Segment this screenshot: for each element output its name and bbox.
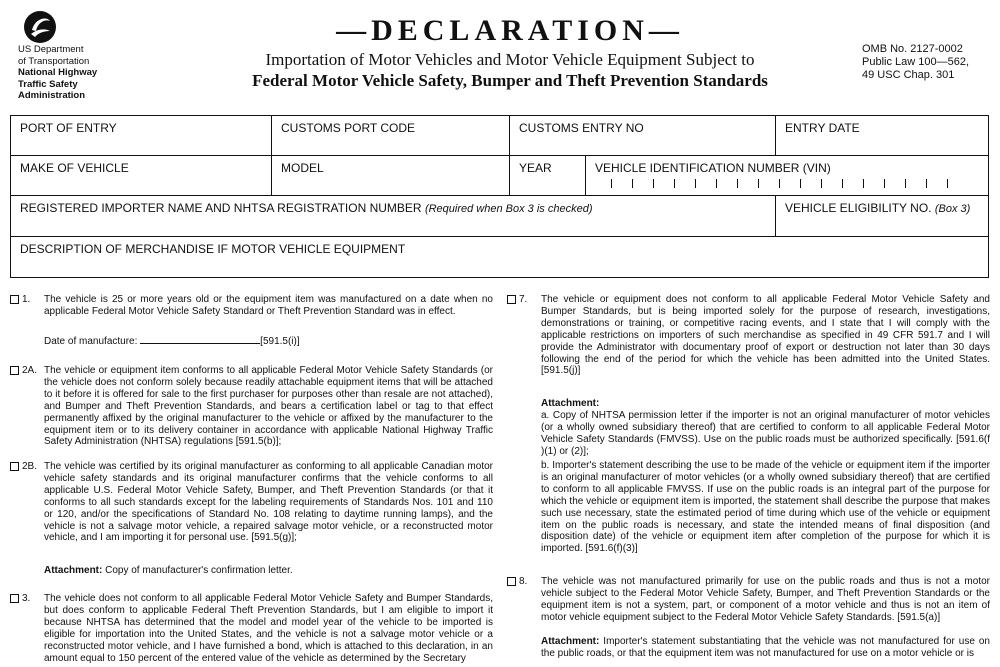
right-column bbox=[507, 294, 990, 667]
form-row bbox=[11, 116, 988, 156]
port-of-entry-field[interactable] bbox=[11, 116, 272, 155]
item-number: 2A. bbox=[10, 365, 37, 377]
customs-port-code-field[interactable] bbox=[272, 116, 510, 155]
attachment-b: b. Importer's statement describing the use to be made of the vehicle or equipment item if the importer is an original manufacturer of motor vehicles (or a wholly owned subsidiary thereof) that are certified to conform to all applicable FMVSS. If use on the public roads is an integral part of the purpose for which the vehicle or equipment item is imported, the statement shall describe the purpose that makes such use necessary, state the estimated period of time during which use of the vehicle or equipment item on the public roads is necessary, and state the intended means of final disposition (and disposition date) of the vehicle or equipment item after completion of the purpose for which it is imported. [591.6(f)(3)] bbox=[541, 460, 990, 555]
year-field[interactable] bbox=[510, 156, 586, 195]
agency-line: Administration bbox=[18, 90, 86, 101]
form-row bbox=[11, 156, 988, 196]
customs-entry-no-field[interactable] bbox=[510, 116, 776, 155]
attachment-line: Attachment: Importer's statement substantiating that the vehicle was not manufactured for use on the public roads, or that the equipment item was not manufactured for use on a motor vehicle or is bbox=[541, 636, 990, 659]
field-label: VEHICLE ELIGIBILITY NO. bbox=[785, 201, 932, 215]
omb-line: Public Law 100—562, bbox=[862, 56, 970, 68]
omb-line: OMB No. 2127-0002 bbox=[862, 43, 963, 55]
make-of-vehicle-field[interactable] bbox=[11, 156, 272, 195]
checkbox[interactable] bbox=[10, 366, 19, 375]
form-row bbox=[11, 196, 988, 237]
item-text: The vehicle was certified by its original manufacturer as conforming to all applicable Canadian motor vehicle safety standards and its original manufacturer confirms that the vehicle conforms to all applicable U.S. Federal Motor Vehicle Safety, Bumper, and Theft Prevention Standards (or that it conforms to all such standards except for the labeling requirements of Standards Nos. 101 and 110 or 120, and/or the specifications of Standard No. 108 relating to daytime running lamps), and the vehicle is not a salvage motor vehicle, a repaired salvage motor vehicle, or a reconstructed motor vehicle, and I am importing it for personal use. [591.5(g)]; bbox=[44, 461, 493, 544]
item-number: 8. bbox=[507, 576, 527, 588]
attachment-a: a. Copy of NHTSA permission letter if the importer is not an original manufacturer of motor vehicles (or a wholly owned subsidiary thereof) that are certified to conform to all applicable Federal Motor Vehicle Safety Standards (FMVSS). Use on the public roads must be authorized specifically. [591.6(f )(1) or (2)]; bbox=[541, 410, 990, 457]
date-of-manufacture-input[interactable] bbox=[140, 334, 260, 344]
vin-character-ticks bbox=[611, 179, 951, 188]
item-text: The vehicle or equipment does not conform to all applicable Federal Motor Vehicle Safety and Bumper Standards, but is being imported solely for the purpose of research, investigations, demonstrations or training, or competitive racing events, and I state that I will comply with the applicable restrictions on importers of such merchandise as specified in 49 CFR 591.7 and I will provide the Administrator with documentary proof of export or destruction not later than 30 days following the end of the period for which the vehicle has been admitted into the United States. [591.5(j)] bbox=[541, 294, 990, 377]
attachment-heading: Attachment: bbox=[541, 398, 600, 409]
field-label: PORT OF ENTRY bbox=[20, 121, 117, 135]
item-text: The vehicle is 25 or more years old or the equipment item was manufactured on a date when no applicable Federal Motor Vehicle Safety Standard or Theft Prevention Standard was in effect. bbox=[44, 294, 493, 317]
merchandise-description-field[interactable] bbox=[11, 237, 988, 277]
field-label: ENTRY DATE bbox=[785, 121, 860, 135]
agency-line: National Highway bbox=[18, 67, 98, 78]
agency-line: US Department bbox=[18, 44, 84, 55]
omb-block bbox=[862, 43, 969, 82]
field-note: (Required when Box 3 is checked) bbox=[424, 203, 593, 215]
vehicle-eligibility-field[interactable] bbox=[776, 196, 988, 236]
agency-line: Traffic Safety bbox=[18, 78, 78, 90]
registered-importer-field[interactable] bbox=[11, 196, 776, 236]
entry-form bbox=[10, 115, 989, 278]
item-number: 1. bbox=[10, 294, 30, 306]
item-number: 2B. bbox=[10, 461, 37, 473]
field-note: (Box 3) bbox=[934, 203, 971, 215]
item-text: The vehicle does not conform to all applicable Federal Motor Vehicle Safety and Bumper Standards, but does conform to applicable Federal Theft Prevention Standards, but I am eligible to import it because NHTSA has determined that the model and model year of the vehicle to be imported is eligible for importation into the United States, and the vehicle is not a salvage motor vehicle or a reconstructed motor vehicle, and I have furnished a bond, which is attached to this declaration, in an amount equal to 150 percent of the entered value of the vehicle as determined by the Secretary bbox=[44, 593, 493, 664]
field-label: CUSTOMS PORT CODE bbox=[281, 121, 416, 135]
document-subtitle: Importation of Motor Vehicles and Motor Vehicle Equipment Subject to bbox=[265, 50, 755, 69]
dot-logo-icon bbox=[23, 10, 57, 44]
document-title: —DECLARATION— bbox=[336, 14, 684, 47]
field-label: MAKE OF VEHICLE bbox=[20, 161, 129, 175]
attachment-line: Attachment: Copy of manufacturer's confirmation letter. bbox=[44, 565, 293, 576]
document-subtitle-bold: Federal Motor Vehicle Safety, Bumper and Theft Prevention Standards bbox=[252, 71, 768, 90]
field-label: DESCRIPTION OF MERCHANDISE IF MOTOR VEHICLE EQUIPMENT bbox=[20, 242, 406, 256]
vin-field[interactable] bbox=[586, 156, 988, 195]
field-label: MODEL bbox=[281, 161, 324, 175]
field-label: YEAR bbox=[519, 161, 552, 175]
item-number: 3. bbox=[10, 593, 30, 605]
omb-line: 49 USC Chap. 301 bbox=[862, 69, 955, 81]
checkbox[interactable] bbox=[10, 295, 19, 304]
checkbox[interactable] bbox=[10, 462, 19, 471]
item-text: The vehicle or equipment item conforms to all applicable Federal Motor Vehicle Safety Standards (or the vehicle does not conform solely because readily attachable equipment items that will be attached to it before it is offered for sale to the first purchaser for purposes other than resale are not attached), and Bumper and Theft Prevention Standards, and bears a certification label or tag to that effect permanently affixed by the original manufacturer to the vehicle or affixed by the manufacturer to the equipment item or to its delivery container in accordance with applicable National Highway Traffic Safety Administration (NHTSA) regulations [591.5(b)]; bbox=[44, 365, 493, 448]
checkbox[interactable] bbox=[10, 594, 19, 603]
entry-date-field[interactable] bbox=[776, 116, 988, 155]
model-field[interactable] bbox=[272, 156, 510, 195]
item-number: 7. bbox=[507, 294, 527, 306]
field-label: CUSTOMS ENTRY NO bbox=[519, 121, 644, 135]
left-column bbox=[10, 294, 493, 667]
field-label: VEHICLE IDENTIFICATION NUMBER (VIN) bbox=[595, 161, 831, 175]
field-label: REGISTERED IMPORTER NAME AND NHTSA REGISTRATION NUMBER bbox=[20, 201, 422, 215]
agency-block bbox=[18, 44, 97, 102]
checkbox[interactable] bbox=[507, 295, 516, 304]
form-row bbox=[11, 237, 988, 277]
date-of-manufacture-line: Date of manufacture: [591.5(i)] bbox=[44, 336, 300, 347]
agency-line: of Transportation bbox=[18, 55, 90, 67]
item-text: The vehicle was not manufactured primarily for use on the public roads and thus is not a motor vehicle subject to the Federal Motor Vehicle Safety, Bumper, and Theft Prevention Standards or the equipment item is not a system, part, or component of a motor vehicle and thus is not an item of motor vehicle equipment subject to the Federal Motor Vehicle Safety Standards. [591.5(a)] bbox=[541, 576, 990, 623]
checkbox[interactable] bbox=[507, 577, 516, 586]
document-title-block bbox=[230, 14, 790, 91]
